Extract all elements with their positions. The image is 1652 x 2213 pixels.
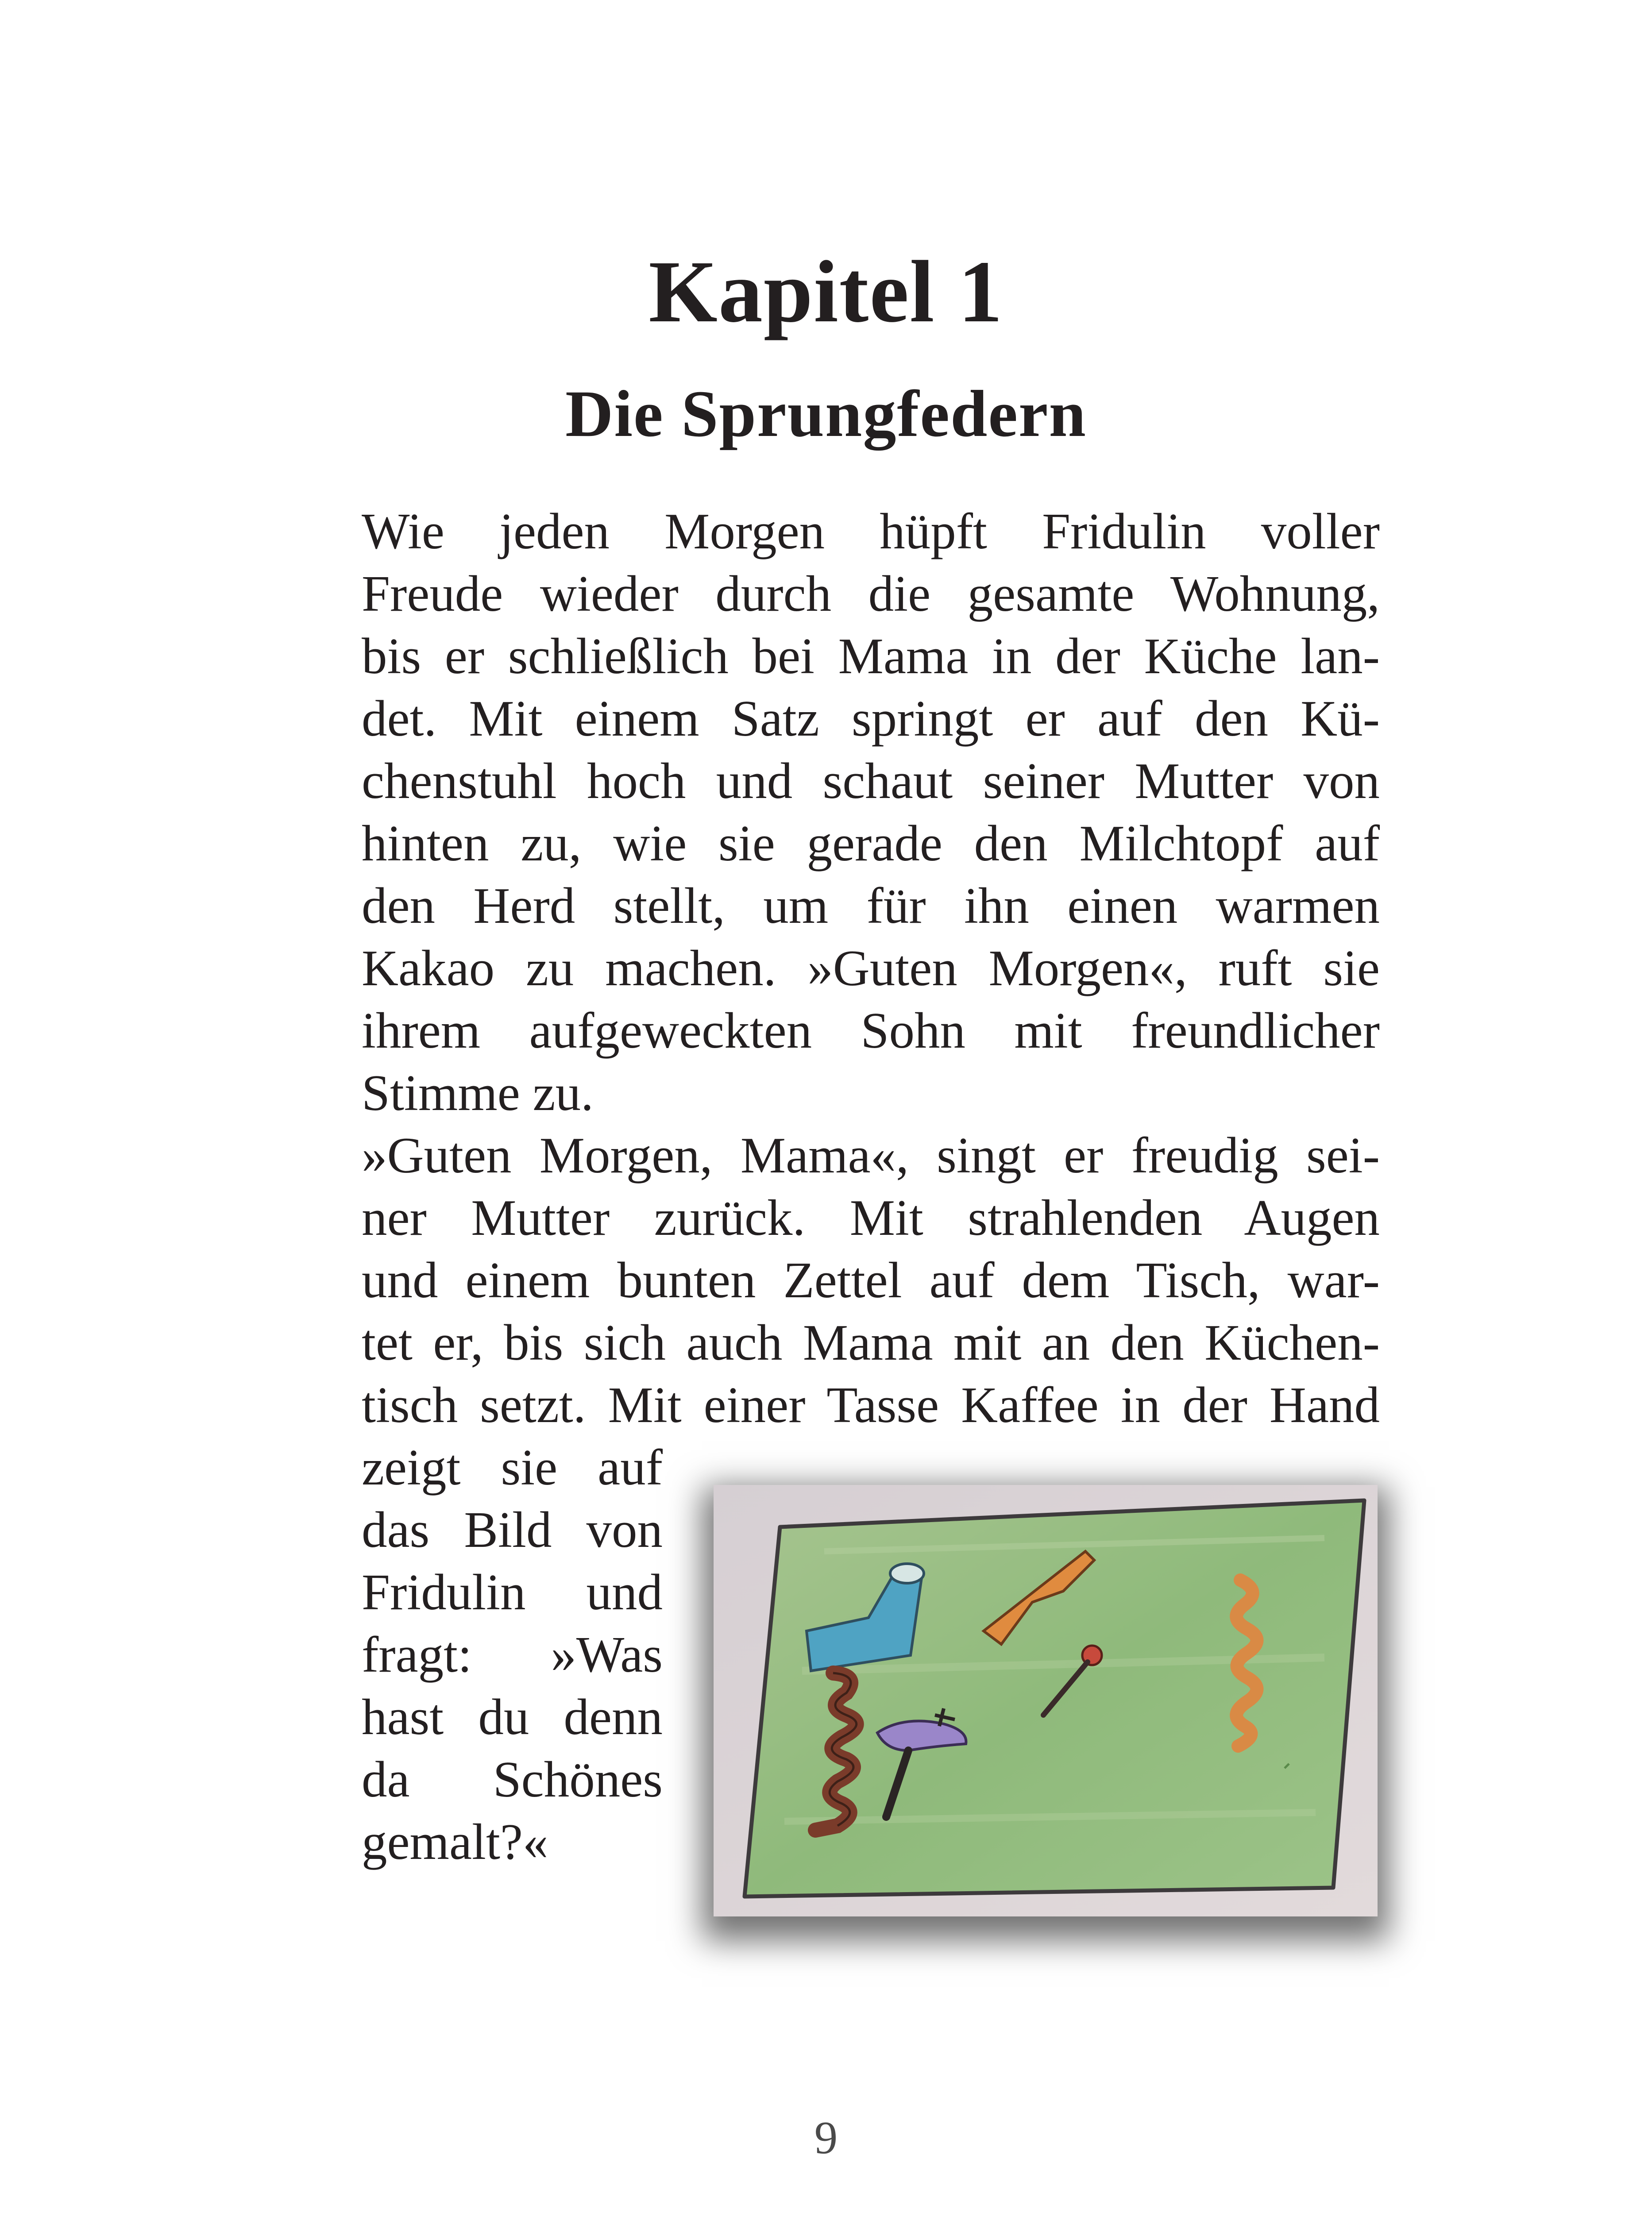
text-line: tisch setzt. Mit einer Tasse Kaffee in der Hand bbox=[362, 1377, 1380, 1433]
text-line: »Guten Morgen, Mama«, singt er freudig sei- bbox=[362, 1127, 1380, 1184]
child-drawing-photo bbox=[714, 1485, 1378, 1916]
text-line: zeigt sie auf bbox=[362, 1439, 663, 1496]
text-line: hinten zu, wie sie gerade den Milchtopf auf bbox=[362, 815, 1380, 871]
text-line: chenstuhl hoch und schaut seiner Mutter von bbox=[362, 753, 1380, 809]
page-number: 9 bbox=[814, 2112, 838, 2163]
text-line: ihrem aufgeweckten Sohn mit freundlicher bbox=[362, 1002, 1380, 1059]
chapter-title: Kapitel 1 bbox=[648, 243, 1004, 341]
text-line: Kakao zu machen. »Guten Morgen«, ruft sie bbox=[362, 940, 1380, 996]
text-line: ner Mutter zurück. Mit strahlenden Augen bbox=[362, 1190, 1380, 1246]
text-line: tet er, bis sich auch Mama mit an den Küchen- bbox=[362, 1315, 1380, 1371]
body-paragraph bbox=[362, 500, 1380, 1436]
text-line: det. Mit einem Satz springt er auf den Kü- bbox=[362, 690, 1380, 747]
text-line: und einem bunten Zettel auf dem Tisch, war- bbox=[362, 1252, 1380, 1308]
text-line: Fridulin und bbox=[362, 1564, 663, 1620]
text-line: da Schönes bbox=[362, 1751, 663, 1808]
text-line: bis er schließlich bei Mama in der Küche lan- bbox=[362, 628, 1380, 684]
text-line: gemalt?« bbox=[362, 1814, 548, 1870]
text-line: den Herd stellt, um für ihn einen warmen bbox=[362, 878, 1380, 934]
text-line: Freude wieder durch die gesamte Wohnung, bbox=[362, 566, 1380, 622]
drawing-illustration bbox=[714, 1485, 1378, 1916]
text-line: Stimme zu. bbox=[362, 1065, 594, 1121]
chapter-subtitle: Die Sprungfedern bbox=[565, 377, 1087, 451]
text-line: Wie jeden Morgen hüpft Fridulin voller bbox=[362, 503, 1380, 559]
text-line: hast du denn bbox=[362, 1689, 663, 1745]
text-line: das Bild von bbox=[362, 1502, 663, 1558]
text-line: fragt: »Was bbox=[362, 1627, 663, 1683]
wrapped-paragraph bbox=[362, 1436, 663, 1873]
